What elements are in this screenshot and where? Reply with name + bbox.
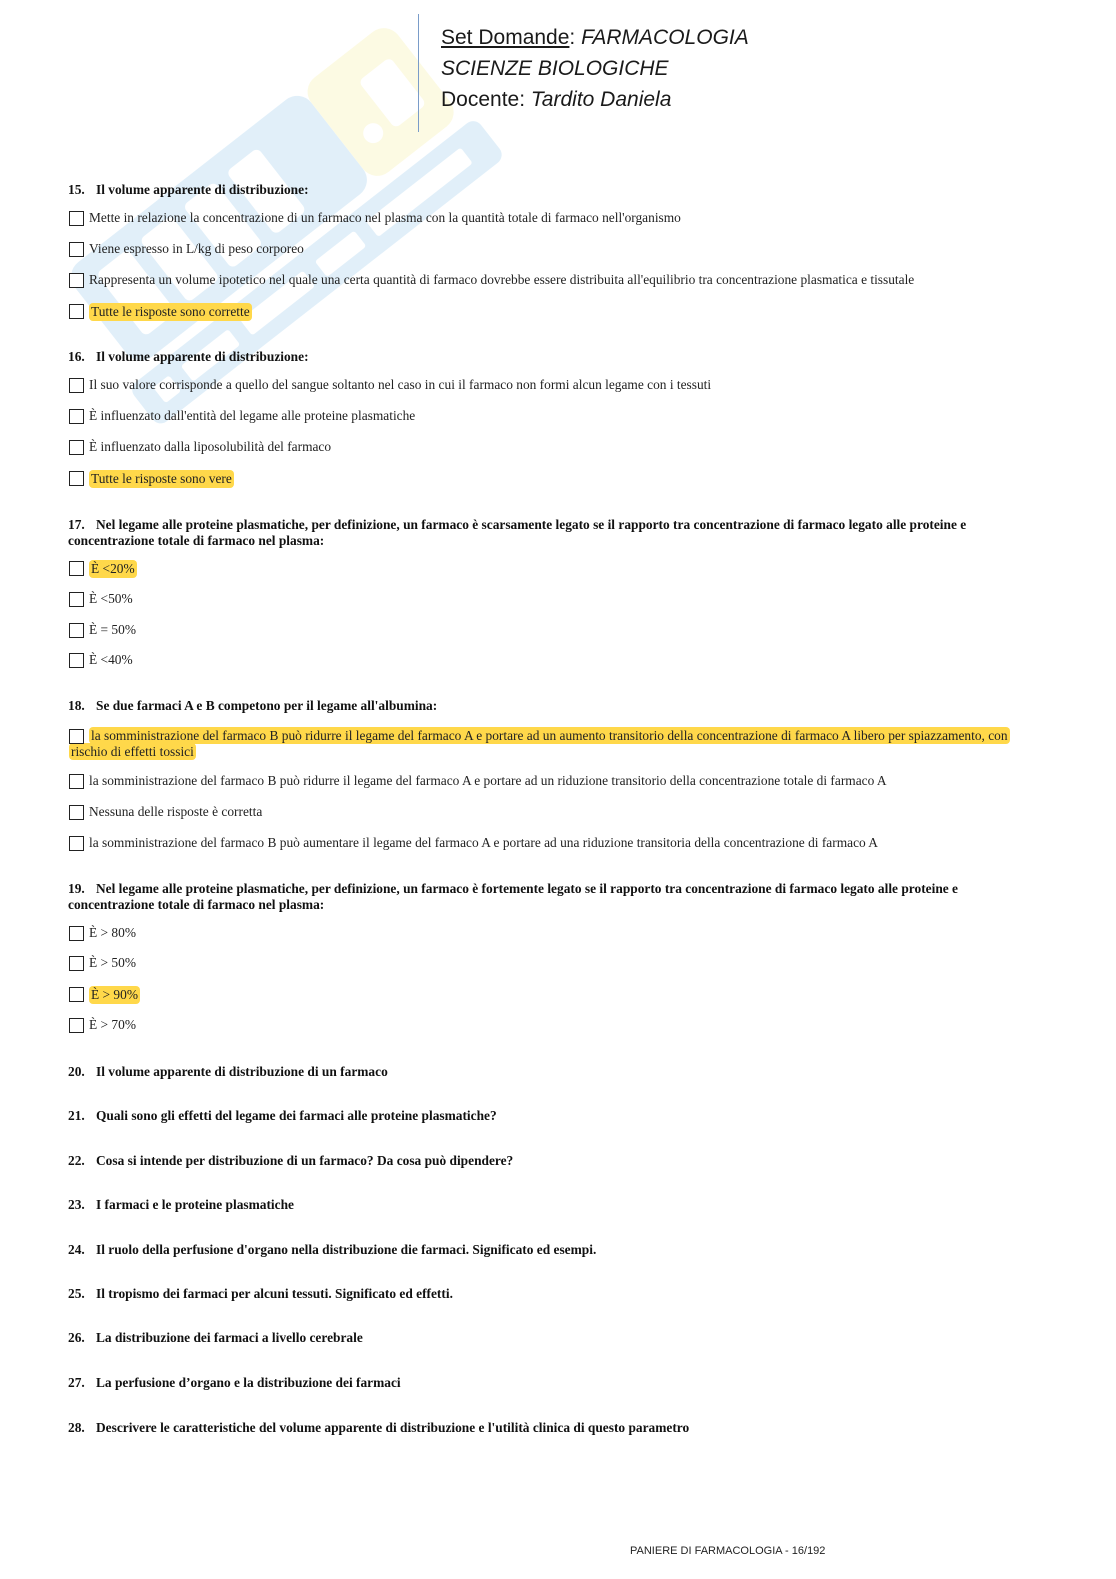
question-16-text: Il volume apparente di distribuzione: [96, 349, 309, 364]
checkbox[interactable] [69, 561, 84, 576]
q16-option-4[interactable] [69, 470, 1029, 488]
open-question-26: 26. La distribuzione dei farmaci a livello cerebrale [68, 1330, 363, 1345]
checkbox[interactable] [69, 440, 84, 455]
q19-option-2[interactable]: È > 50% [69, 955, 1029, 971]
q15-option-3[interactable]: Rappresenta un volume ipotetico nel quale una certa quantità di farmaco dovrebbe essere distribuita all'equilibrio tra concentrazione plasmatica e tissutale [69, 272, 1029, 288]
q17-option-2[interactable]: È <50% [69, 591, 1029, 607]
header-divider [418, 14, 419, 132]
checkbox[interactable] [69, 409, 84, 424]
open-question-20: 20. Il volume apparente di distribuzione di un farmaco [68, 1064, 388, 1079]
question-17-text: Nel legame alle proteine plasmatiche, per definizione, un farmaco è scarsamente legato se il rapporto tra concentrazione di farmaco legato alle proteine e concentrazione totale di farmaco nel plasma: [68, 517, 967, 548]
question-15-heading: 15. Il volume apparente di distribuzione: [68, 182, 309, 197]
q15-option-2[interactable]: Viene espresso in L/kg di peso corporeo [69, 241, 1029, 257]
open-question-24: 24. Il ruolo della perfusione d'organo nella distribuzione die farmaci. Significato ed esempi. [68, 1242, 597, 1257]
q17-option-1[interactable] [69, 560, 1029, 578]
highlighted-answer: Tutte le risposte sono corrette [91, 304, 250, 319]
highlighted-answer: È > 90% [91, 987, 138, 1002]
open-question-23: 23. I farmaci e le proteine plasmatiche [68, 1197, 294, 1212]
checkbox[interactable] [69, 211, 84, 226]
q15-option-1[interactable]: Mette in relazione la concentrazione di un farmaco nel plasma con la quantità totale di farmaco nell'organismo [69, 210, 1029, 226]
q18-option-3[interactable]: Nessuna delle risposte è corretta [69, 804, 1029, 820]
checkbox[interactable] [69, 729, 84, 744]
question-19-text: Nel legame alle proteine plasmatiche, per definizione, un farmaco è fortemente legato se il rapporto tra concentrazione di farmaco legato alle proteine e concentrazione totale di farmaco nel plasma: [68, 881, 958, 912]
q19-option-1[interactable]: È > 80% [69, 925, 1029, 941]
q17-option-4[interactable]: È <40% [69, 652, 1029, 668]
checkbox[interactable] [69, 836, 84, 851]
header-set-title [441, 26, 749, 50]
checkbox[interactable] [69, 592, 84, 607]
checkbox[interactable] [69, 471, 84, 486]
question-15-text: Il volume apparente di distribuzione: [96, 182, 309, 197]
open-question-27: 27. La perfusione d’organo e la distribuzione dei farmaci [68, 1375, 401, 1390]
checkbox[interactable] [69, 653, 84, 668]
checkbox[interactable] [69, 623, 84, 638]
q16-option-1[interactable]: Il suo valore corrisponde a quello del sangue soltanto nel caso in cui il farmaco non formi alcun legame con i tessuti [69, 377, 1029, 393]
q19-option-3[interactable] [69, 986, 1029, 1004]
teacher-label: Docente: [441, 88, 526, 111]
checkbox[interactable] [69, 926, 84, 941]
checkbox[interactable] [69, 956, 84, 971]
highlighted-answer: È <20% [91, 561, 135, 576]
open-question-21: 21. Quali sono gli effetti del legame dei farmaci alle proteine plasmatiche? [68, 1108, 497, 1123]
checkbox[interactable] [69, 304, 84, 319]
q16-option-2[interactable]: È influenzato dall'entità del legame alle proteine plasmatiche [69, 408, 1029, 424]
question-16-heading: 16. Il volume apparente di distribuzione: [68, 349, 309, 364]
teacher-name: Tardito Daniela [530, 88, 672, 111]
question-19-heading: 19. Nel legame alle proteine plasmatiche, per definizione, un farmaco è fortemente legato se il rapporto tra concentrazione di farmaco legato alle proteine e concentrazione totale di farmaco nel plasma: [68, 881, 958, 912]
question-18-text: Se due farmaci A e B competono per il legame all'albumina: [96, 698, 438, 713]
q19-option-4[interactable]: È > 70% [69, 1017, 1029, 1033]
page-footer: PANIERE DI FARMACOLOGIA - 16/192 [630, 1545, 826, 1557]
open-question-22: 22. Cosa si intende per distribuzione di un farmaco? Da cosa può dipendere? [68, 1153, 514, 1168]
set-label: Set Domande [441, 26, 570, 49]
highlighted-answer: Tutte le risposte sono vere [91, 471, 232, 486]
checkbox[interactable] [69, 805, 84, 820]
checkbox[interactable] [69, 378, 84, 393]
course-name: SCIENZE BIOLOGICHE [441, 57, 669, 80]
open-question-28: 28. Descrivere le caratteristiche del volume apparente di distribuzione e l'utilità clinica di questo parametro [68, 1420, 690, 1435]
question-17-heading: 17. Nel legame alle proteine plasmatiche, per definizione, un farmaco è scarsamente legato se il rapporto tra concentrazione di farmaco legato alle proteine e concentrazione totale di farmaco nel plasma: [68, 517, 967, 548]
checkbox[interactable] [69, 1018, 84, 1033]
header-teacher [441, 88, 671, 112]
checkbox[interactable] [69, 273, 84, 288]
set-separator: : [569, 26, 576, 49]
q18-option-1[interactable] [69, 728, 1029, 760]
highlighted-answer: la somministrazione del farmaco B può ridurre il legame del farmaco A e portare ad un aumento transitorio della concentrazione di farmaco A libero per spiazzamento, con rischio di effetti tossici [71, 728, 1008, 759]
checkbox[interactable] [69, 987, 84, 1002]
open-question-25: 25. Il tropismo dei farmaci per alcuni tessuti. Significato ed effetti. [68, 1286, 453, 1301]
q18-option-2[interactable]: la somministrazione del farmaco B può ridurre il legame del farmaco A e portare ad un riduzione transitorio della concentrazione totale di farmaco A [69, 773, 1029, 789]
q18-option-4[interactable]: la somministrazione del farmaco B può aumentare il legame del farmaco A e portare ad una riduzione transitoria della concentrazione di farmaco A [69, 835, 1029, 851]
subject-name: FARMACOLOGIA [581, 26, 749, 49]
checkbox[interactable] [69, 774, 84, 789]
q17-option-3[interactable]: È = 50% [69, 622, 1029, 638]
q16-option-3[interactable]: È influenzato dalla liposolubilità del farmaco [69, 439, 1029, 455]
question-18-heading: 18. Se due farmaci A e B competono per il legame all'albumina: [68, 698, 438, 713]
checkbox[interactable] [69, 242, 84, 257]
q15-option-4[interactable] [69, 303, 1029, 321]
